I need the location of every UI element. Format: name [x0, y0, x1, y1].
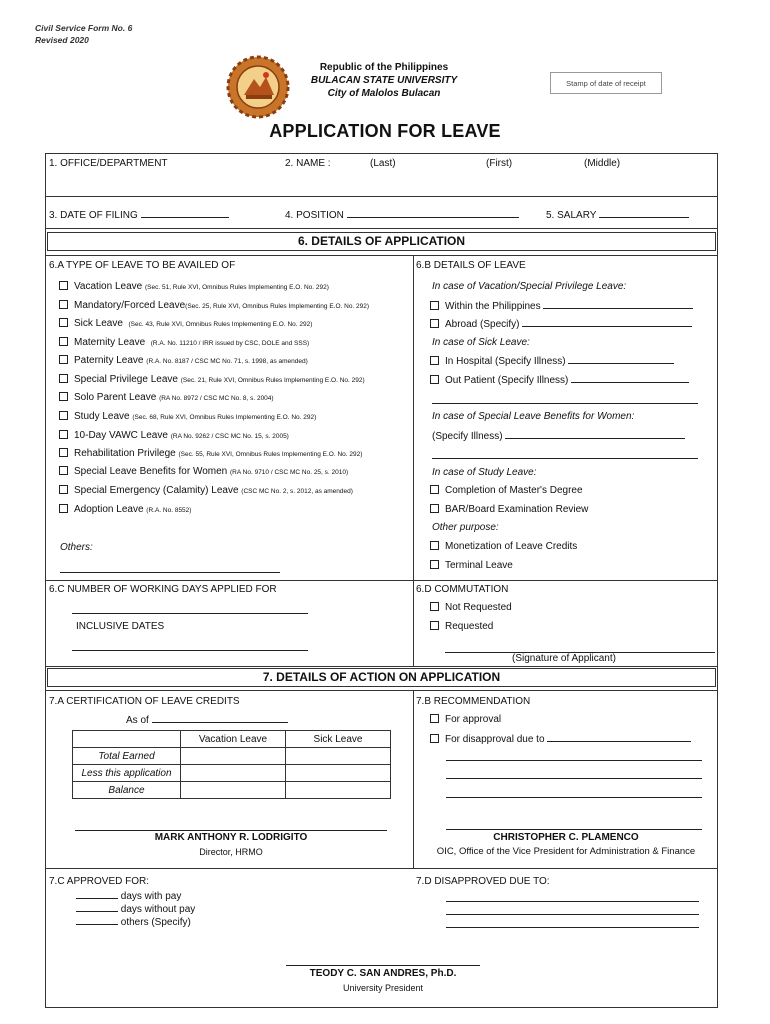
- disapproved-line[interactable]: [446, 927, 699, 928]
- vp-title: OIC, Office of the Vice President for Administration & Finance: [436, 846, 696, 857]
- study-heading: In case of Study Leave:: [432, 467, 537, 478]
- working-days-line[interactable]: [72, 613, 308, 614]
- stamp-box: Stamp of date of receipt: [550, 72, 662, 94]
- section-6c-title: 6.C NUMBER OF WORKING DAYS APPLIED FOR: [49, 584, 277, 595]
- leave-option[interactable]: Adoption Leave (R.A. No. 8552): [59, 504, 191, 517]
- checkbox[interactable]: [430, 504, 439, 513]
- section-7d-title: 7.D DISAPPROVED DUE TO:: [416, 876, 550, 887]
- checkbox[interactable]: [430, 621, 439, 630]
- masters-option[interactable]: Completion of Master's Degree: [430, 485, 583, 497]
- checkbox[interactable]: [430, 485, 439, 494]
- inclusive-dates-label: INCLUSIVE DATES: [76, 621, 165, 632]
- women-illness-line[interactable]: [432, 458, 698, 459]
- sick-balance-cell[interactable]: [286, 782, 391, 799]
- women-heading: In case of Special Leave Benefits for Women:: [432, 411, 635, 422]
- checkbox[interactable]: [430, 734, 439, 743]
- sick-heading: In case of Sick Leave:: [432, 337, 530, 348]
- checkbox[interactable]: [59, 355, 68, 364]
- checkbox[interactable]: [59, 374, 68, 383]
- checkbox[interactable]: [59, 337, 68, 346]
- not-requested-option[interactable]: Not Requested: [430, 602, 512, 614]
- requested-option[interactable]: Requested: [430, 621, 493, 633]
- checkbox[interactable]: [430, 602, 439, 611]
- section-7b-title: 7.B RECOMMENDATION: [416, 696, 531, 707]
- out-patient-option[interactable]: Out Patient (Specify Illness): [430, 374, 689, 387]
- checkbox[interactable]: [430, 560, 439, 569]
- president-name: TEODY C. SAN ANDRES, Ph.D.: [309, 968, 457, 979]
- checkbox[interactable]: [430, 319, 439, 328]
- section-6d-title: 6.D COMMUTATION: [416, 584, 509, 595]
- sick-illness-line[interactable]: [432, 403, 698, 404]
- leave-option[interactable]: 10-Day VAWC Leave (RA No. 9262 / CSC MC No. 15, s. 2005): [59, 430, 289, 443]
- terminal-leave-option[interactable]: Terminal Leave: [430, 560, 513, 572]
- leave-option[interactable]: Maternity Leave (R.A. No. 11210 / IRR issued by CSC, DOLE and SSS): [59, 337, 309, 350]
- disapproval-line[interactable]: [446, 797, 702, 798]
- others-specify-field[interactable]: others (Specify): [76, 916, 191, 929]
- leave-option[interactable]: Study Leave (Sec. 68, Rule XVI, Omnibus Rules Implementing E.O. No. 292): [59, 411, 316, 424]
- name-label: 2. NAME :: [285, 158, 331, 169]
- for-approval-option[interactable]: For approval: [430, 714, 501, 726]
- disapproval-line[interactable]: [446, 778, 702, 779]
- disapproval-line[interactable]: [446, 760, 702, 761]
- date-of-filing-field[interactable]: 3. DATE OF FILING: [49, 209, 229, 222]
- section-6a-title: 6.A TYPE OF LEAVE TO BE AVAILED OF: [49, 260, 236, 271]
- vp-name: CHRISTOPHER C. PLAMENCO: [493, 832, 639, 843]
- others-input-line[interactable]: [60, 572, 280, 573]
- checkbox[interactable]: [59, 411, 68, 420]
- checkbox[interactable]: [430, 356, 439, 365]
- leave-option[interactable]: Special Emergency (Calamity) Leave (CSC MC No. 2, s. 2012, as amended): [59, 485, 353, 498]
- hrmo-title: Director, HRMO: [199, 847, 263, 857]
- women-illness-field[interactable]: (Specify Illness): [432, 430, 685, 443]
- disapproved-line[interactable]: [446, 914, 699, 915]
- checkbox[interactable]: [430, 541, 439, 550]
- president-title: University President: [342, 983, 424, 993]
- leave-option[interactable]: Mandatory/Forced Leave(Sec. 25, Rule XVI, Omnibus Rules Implementing E.O. No. 292): [59, 300, 369, 313]
- checkbox[interactable]: [59, 504, 68, 513]
- leave-credits-table: [72, 730, 391, 799]
- university-heading: Republic of the Philippines BULACAN STATE UNIVERSITY City of Malolos Bulacan: [310, 62, 458, 99]
- monetization-option[interactable]: Monetization of Leave Credits: [430, 541, 577, 553]
- others-label: Others:: [60, 542, 93, 553]
- section-7-header: 7. DETAILS OF ACTION ON APPLICATION: [47, 668, 716, 687]
- abroad-option[interactable]: Abroad (Specify): [430, 318, 692, 331]
- president-signature-line[interactable]: [286, 965, 480, 966]
- checkbox[interactable]: [430, 714, 439, 723]
- applicant-signature-label: (Signature of Applicant): [512, 653, 616, 664]
- salary-field[interactable]: 5. SALARY: [546, 209, 689, 222]
- checkbox[interactable]: [59, 466, 68, 475]
- middle-name-label: (Middle): [584, 158, 621, 169]
- within-philippines-option[interactable]: Within the Philippines: [430, 300, 693, 313]
- hrmo-signature-line[interactable]: [75, 830, 387, 831]
- section-7a-title: 7.A CERTIFICATION OF LEAVE CREDITS: [49, 696, 240, 707]
- vacation-balance-cell[interactable]: [181, 782, 286, 799]
- vacation-total-earned-cell[interactable]: [181, 748, 286, 765]
- checkbox[interactable]: [59, 430, 68, 439]
- university-seal-logo: [226, 55, 290, 119]
- checkbox[interactable]: [59, 448, 68, 457]
- days-without-pay-field[interactable]: days without pay: [76, 903, 195, 916]
- leave-option[interactable]: Vacation Leave (Sec. 51, Rule XVI, Omnibus Rules Implementing E.O. No. 292): [59, 281, 329, 294]
- leave-option[interactable]: Solo Parent Leave (RA No. 8972 / CSC MC No. 8, s. 2004): [59, 392, 274, 405]
- vacation-heading: In case of Vacation/Special Privilege Leave:: [432, 281, 627, 292]
- table-row: Total Earned: [73, 748, 391, 765]
- other-purpose-heading: Other purpose:: [432, 522, 499, 533]
- sick-less-cell[interactable]: [286, 765, 391, 782]
- checkbox[interactable]: [59, 300, 68, 309]
- checkbox[interactable]: [430, 375, 439, 384]
- checkbox[interactable]: [59, 281, 68, 290]
- leave-option[interactable]: Rehabilitation Privilege (Sec. 55, Rule XVI, Omnibus Rules Implementing E.O. No. 292): [59, 448, 362, 461]
- position-field[interactable]: 4. POSITION: [285, 209, 519, 222]
- days-with-pay-field[interactable]: days with pay: [76, 890, 181, 903]
- table-row: Less this application: [73, 765, 391, 782]
- hrmo-name: MARK ANTHONY R. LODRIGITO: [154, 832, 308, 843]
- in-hospital-option[interactable]: In Hospital (Specify Illness): [430, 355, 674, 368]
- vp-signature-line[interactable]: [446, 829, 702, 830]
- leave-option[interactable]: Sick Leave (Sec. 43, Rule XVI, Omnibus Rules Implementing E.O. No. 292): [59, 318, 312, 331]
- sick-total-earned-cell[interactable]: [286, 748, 391, 765]
- as-of-field[interactable]: As of: [126, 714, 288, 727]
- col-vacation-header: Vacation Leave: [181, 731, 286, 748]
- disapproved-line[interactable]: [446, 901, 699, 902]
- section-6b-title: 6.B DETAILS OF LEAVE: [416, 260, 526, 271]
- checkbox[interactable]: [430, 301, 439, 310]
- table-row: Balance: [73, 782, 391, 799]
- leave-option[interactable]: Special Privilege Leave (Sec. 21, Rule XVI, Omnibus Rules Implementing E.O. No. 292): [59, 374, 365, 387]
- col-sick-header: Sick Leave: [286, 731, 391, 748]
- bar-review-option[interactable]: BAR/Board Examination Review: [430, 504, 588, 516]
- section-6-header: 6. DETAILS OF APPLICATION: [47, 232, 716, 251]
- office-department-label: 1. OFFICE/DEPARTMENT: [49, 158, 168, 169]
- divider: [45, 196, 718, 197]
- for-disapproval-option[interactable]: For disapproval due to: [430, 733, 691, 746]
- form-number: Civil Service Form No. 6 Revised 2020: [35, 23, 133, 45]
- section-7c-title: 7.C APPROVED FOR:: [49, 876, 150, 887]
- page-title: APPLICATION FOR LEAVE: [269, 121, 501, 141]
- leave-option[interactable]: Paternity Leave (R.A. No. 8187 / CSC MC No. 71, s. 1998, as amended): [59, 355, 308, 368]
- leave-option[interactable]: Special Leave Benefits for Women (RA No. 9710 / CSC MC No. 25, s. 2010): [59, 466, 348, 479]
- checkbox[interactable]: [59, 318, 68, 327]
- checkbox[interactable]: [59, 485, 68, 494]
- vacation-less-cell[interactable]: [181, 765, 286, 782]
- first-name-label: (First): [486, 158, 513, 169]
- last-name-label: (Last): [370, 158, 396, 169]
- checkbox[interactable]: [59, 392, 68, 401]
- inclusive-dates-line[interactable]: [72, 650, 308, 651]
